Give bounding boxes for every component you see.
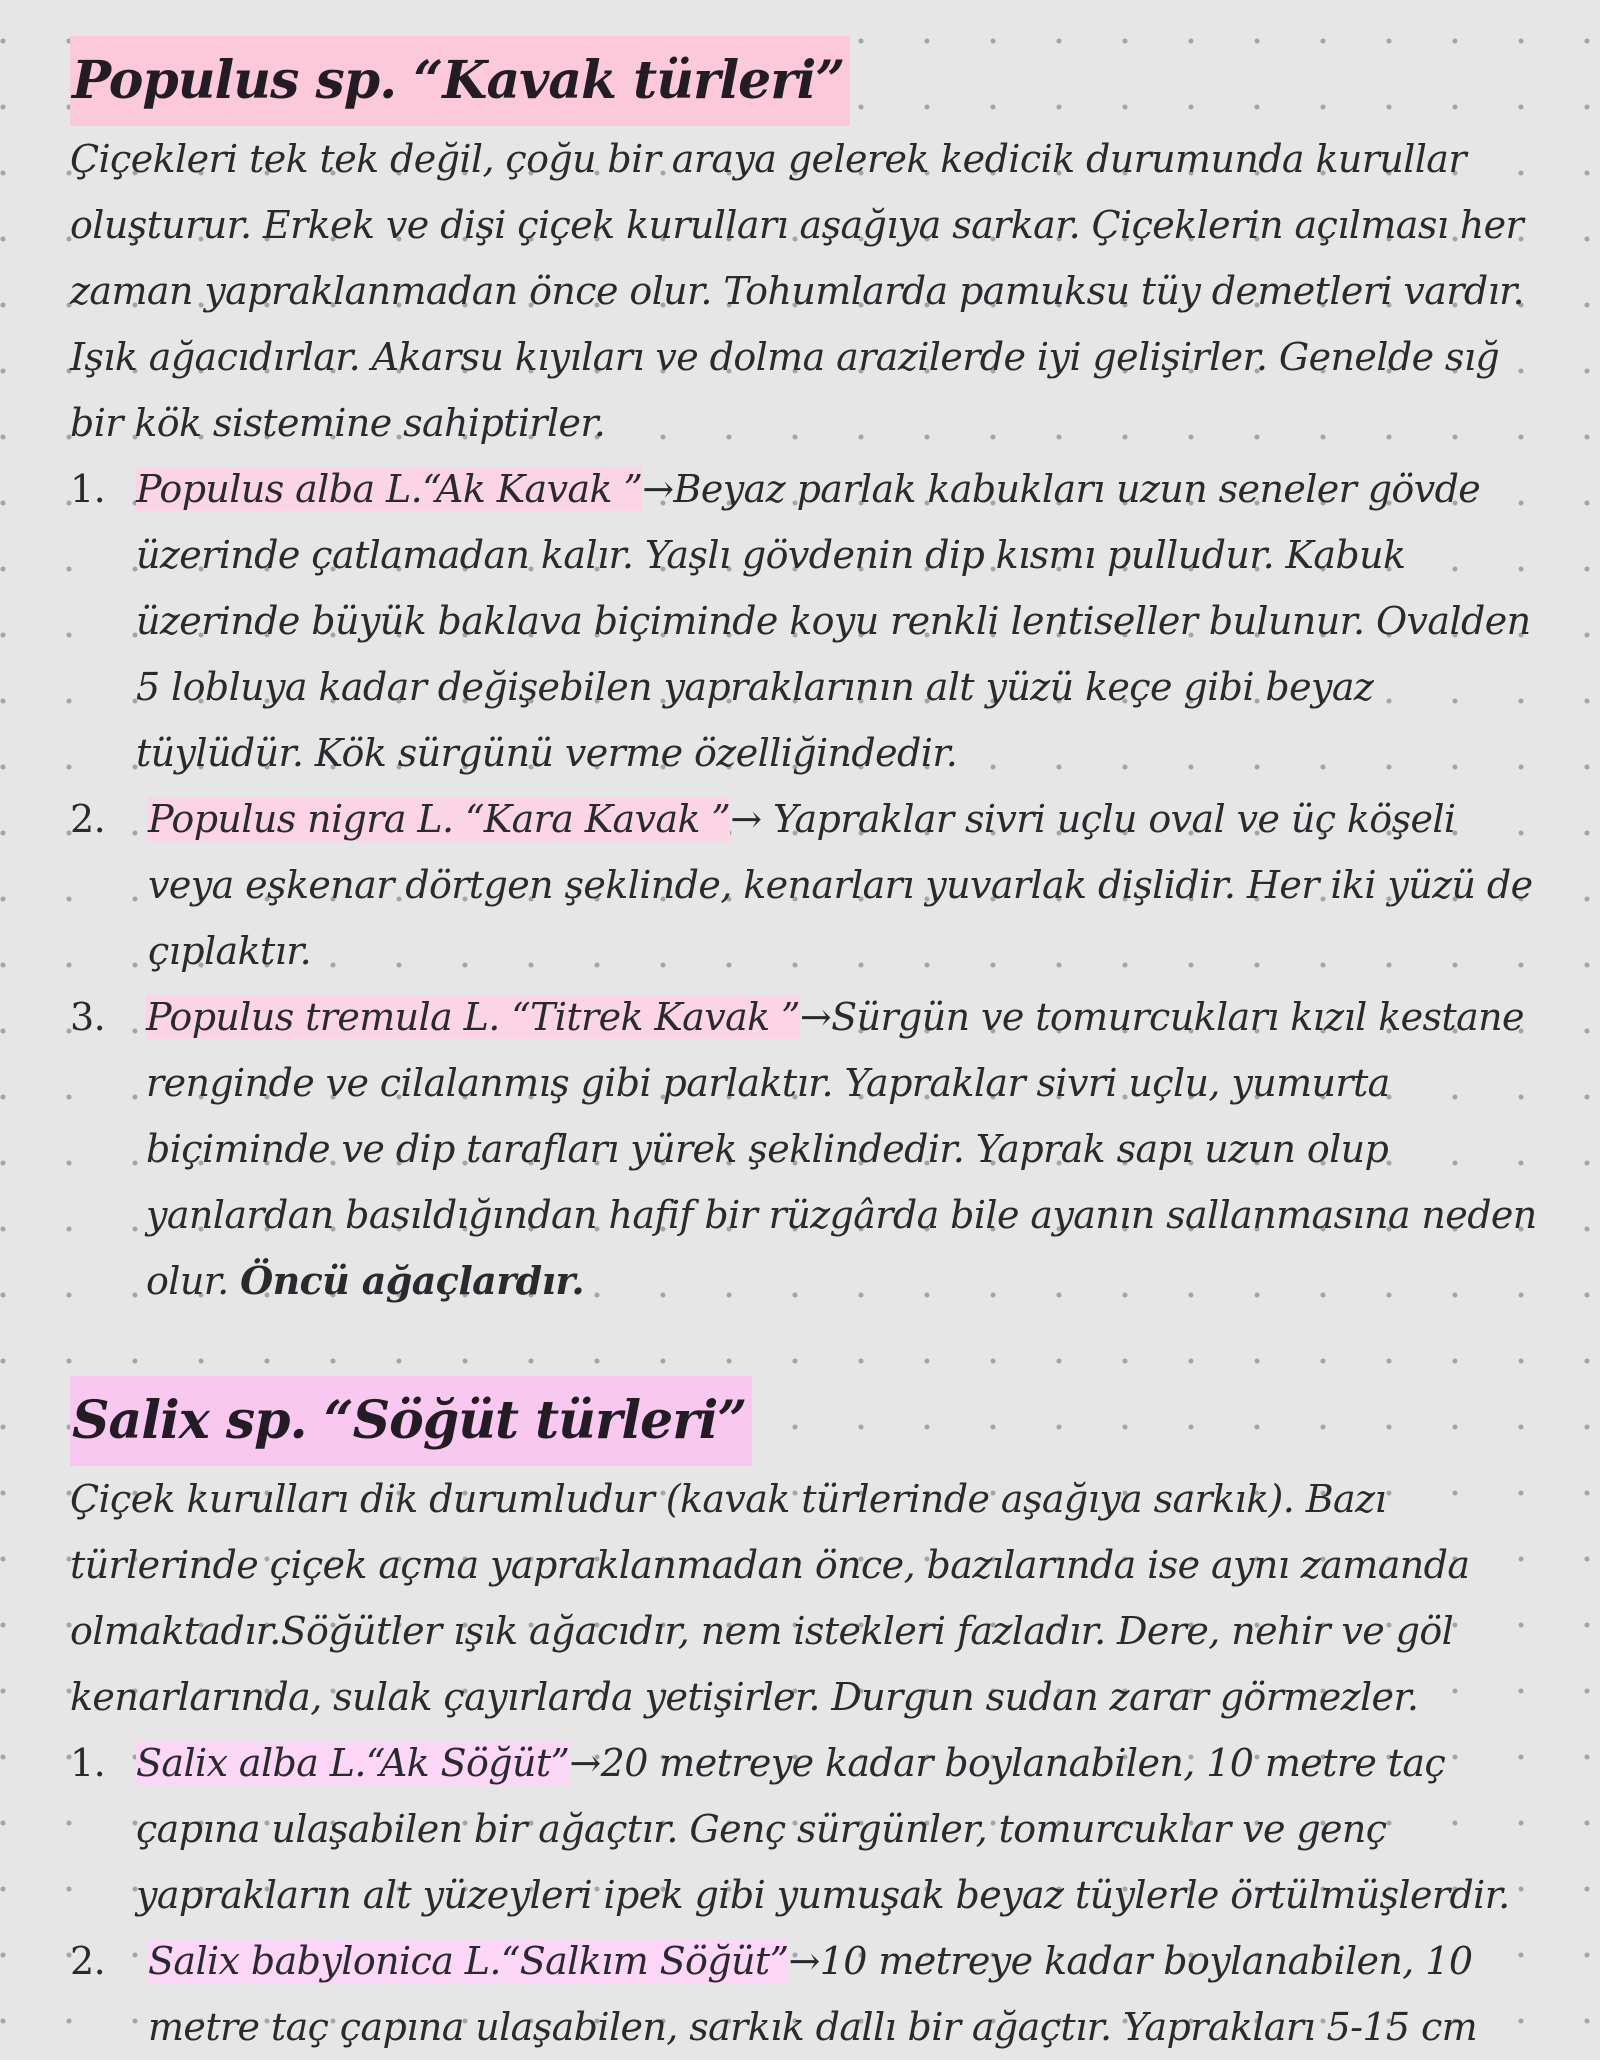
populus-title: Populus sp. “Kavak türleri” (70, 36, 850, 126)
list-item-body (146, 984, 1540, 1314)
list-number: 1. (70, 1741, 106, 1785)
species-name: Populus nigra L. “Kara Kavak ” (148, 797, 731, 841)
list-item (70, 1928, 1540, 2060)
list-item-body (148, 786, 1540, 984)
salix-intro: Çiçek kurulları dik durumludur (kavak türlerinde aşağıya sarkık). Bazı türlerinde çiçek açma yapraklanmadan önce, bazılarında ise aynı zamanda olmaktadır.Söğütler ışık ağacıdır, nem istekleri fazladır. Dere, nehir ve göl kenarlarında, sulak çayırlarda yetişirler. Durgun sudan zarar görmezler. (70, 1477, 1470, 1719)
arrow: → (799, 995, 832, 1039)
note-page (70, 36, 1540, 2060)
salix-title: Salix sp. “Söğüt türleri” (70, 1376, 752, 1466)
populus-list (70, 456, 1540, 1314)
section-gap (70, 1314, 1540, 1376)
species-name: Populus tremula L. “Titrek Kavak ” (146, 995, 800, 1039)
species-description: Sürgün ve tomurcukları kızıl kestane renginde ve cilalanmış gibi parlaktır. Yapraklar sivri uçlu, yumurta biçiminde ve dip tarafları yürek şeklindedir. Yaprak sapı uzun olup yanlardan basıldığından hafif bir rüzgârda bile ayanın sallanmasına neden olur. (146, 995, 1537, 1303)
arrow: → (569, 1741, 601, 1785)
list-number: 2. (70, 797, 106, 841)
list-item (70, 984, 1540, 1314)
list-item-body (148, 1928, 1540, 2060)
bold-note: Öncü ağaçlardır. (240, 1258, 584, 1303)
species-description: Beyaz parlak kabukları uzun seneler gövde üzerinde çatlamadan kalır. Yaşlı gövdenin dip kısmı pulludur. Kabuk üzerinde büyük baklava biçiminde koyu renkli lentiseller bulunur. Ovalden 5 lobluya kadar değişebilen yapraklarının alt yüzü keçe gibi beyaz tüylüdür. Kök sürgünü verme özelliğindedir. (136, 467, 1531, 775)
species-name: Populus alba L.“Ak Kavak ” (136, 467, 643, 511)
arrow: → (642, 467, 674, 511)
list-number: 1. (70, 467, 106, 511)
species-description: 20 metreye kadar boylanabilen, 10 metre taç çapına ulaşabilen bir ağaçtır. Genç sürgünler, tomurcuklar ve genç yaprakların alt yüzeyleri ipek gibi yumuşak beyaz tüylerle örtülmüşlerdir. (136, 1741, 1510, 1917)
species-name: Salix babylonica L.“Salkım Söğüt” (148, 1939, 789, 1983)
list-number: 2. (70, 1939, 106, 1983)
list-item (70, 1730, 1540, 1928)
arrow: → (730, 797, 762, 841)
list-item-body (136, 456, 1540, 786)
salix-list (70, 1730, 1540, 2060)
list-number: 3. (70, 995, 106, 1039)
list-item-body (136, 1730, 1540, 1928)
species-description: 10 metreye kadar boylanabilen, 10 metre taç çapına ulaşabilen, sarkık dallı bir ağaçtır. Yaprakları 5-15 cm (148, 1939, 1478, 2049)
list-item (70, 456, 1540, 786)
arrow: → (788, 1939, 820, 1983)
species-name: Salix alba L.“Ak Söğüt” (136, 1741, 570, 1785)
populus-intro: Çiçekleri tek tek değil, çoğu bir araya gelerek kedicik durumunda kurullar oluşturur. Erkek ve dişi çiçek kurulları aşağıya sarkar. Çiçeklerin açılması her zaman yapraklanmadan önce olur. Tohumlarda pamuksu tüy demetleri vardır. Işık ağacıdırlar. Akarsu kıyıları ve dolma arazilerde iyi gelişirler. Genelde sığ bir kök sistemine sahiptirler. (70, 137, 1524, 445)
salix-section (70, 1376, 1540, 2060)
species-description: Yapraklar sivri uçlu oval ve üç köşeli veya eşkenar dörtgen şeklinde, kenarları yuvarlak dişlidir. Her iki yüzü de çıplaktır. (148, 797, 1533, 973)
populus-section (70, 36, 1540, 1314)
list-item (70, 786, 1540, 984)
